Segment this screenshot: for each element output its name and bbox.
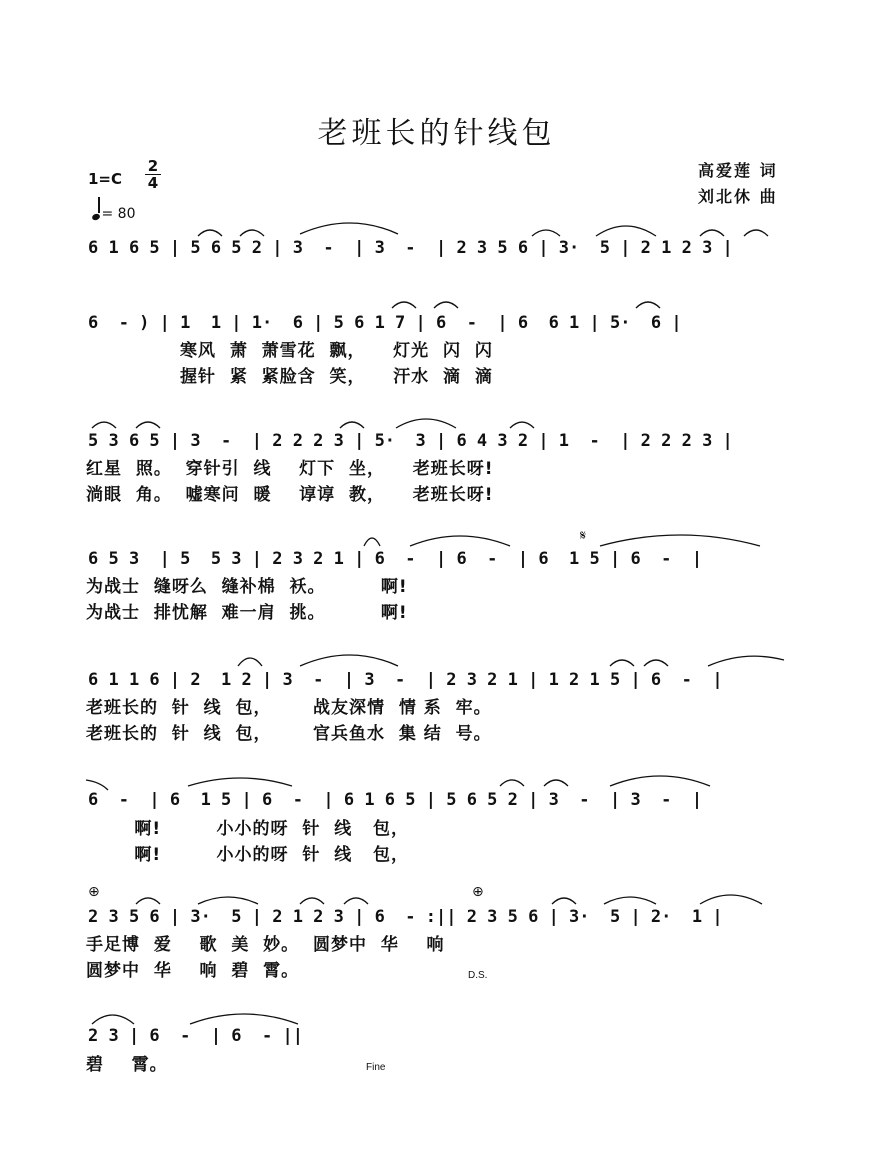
- composer-credit: 刘北休 曲: [698, 187, 778, 206]
- lyric-row-5-verse-2: 老班长的 针 线 包， 官兵鱼水 集 结 号。: [86, 724, 492, 744]
- slur: [300, 898, 324, 904]
- lyric-row-3-verse-2: 淌眼 角。 嘘寒问 暖 谆谆 教， 老班长呀!: [86, 485, 494, 505]
- tie: [300, 223, 398, 234]
- tie: [610, 776, 710, 786]
- slur: [392, 302, 416, 308]
- slur: [198, 230, 222, 236]
- tie: [532, 230, 560, 236]
- slur: [552, 898, 576, 904]
- song-title: 老班长的针线包: [317, 116, 556, 151]
- fine-mark: Fine: [366, 1062, 386, 1073]
- slur: [364, 538, 380, 546]
- lyric-row-7-verse-2: 圆梦中 华 响 碧 霄。: [86, 961, 300, 981]
- lyric-row-2-verse-2: 握针 紧 紧脸含 笑， 汗水 滴 滴: [180, 367, 493, 387]
- lyric-row-2-verse-1: 寒风 萧 萧雪花 飘， 灯光 闪 闪: [180, 341, 493, 361]
- lyric-row-5-verse-1: 老班长的 针 线 包， 战友深情 情 系 牢。: [86, 698, 492, 718]
- meter-bottom: 4: [147, 174, 159, 192]
- notation-row-4: 6 5 3 | 5 5 3 | 2 3 2 1 | 6 - | 6 - | 6 1 5 | 6 - |: [88, 549, 703, 569]
- slur: [92, 422, 116, 428]
- slur: [636, 302, 660, 308]
- notation-row-7: 2 3 5 6 | 3· 5 | 2 1 2 3 | 6 - :|| 2 3 5 6 | 3· 5 | 2· 1 |: [88, 907, 723, 927]
- notation-row-8: 2 3 | 6 - | 6 - ||: [88, 1026, 303, 1046]
- tie: [600, 535, 760, 546]
- lyric-row-6-verse-2: 啊! 小小的呀 针 线 包，: [86, 845, 409, 865]
- segno-mark: 𝄋: [580, 528, 587, 544]
- notation-row-1: 6 1 6 5 | 5 6 5 2 | 3 - | 3 - | 2 3 5 6 | 3· 5 | 2 1 2 3 |: [88, 238, 733, 258]
- slur: [136, 898, 160, 904]
- notation-row-5: 6 1 1 6 | 2 1 2 | 3 - | 3 - | 2 3 2 1 | 1 2 1 5 | 6 - |: [88, 670, 723, 690]
- slur: [644, 660, 668, 666]
- coda-mark-2: ⊕: [472, 884, 484, 900]
- tie: [188, 778, 292, 786]
- slur: [238, 658, 262, 666]
- tie: [708, 656, 784, 666]
- notation-row-2: 6 - ) | 1 1 | 1· 6 | 5 6 1 7 | 6 - | 6 6 1 | 5· 6 |: [88, 313, 682, 333]
- lyric-row-4-verse-1: 为战士 缝呀么 缝补棉 袄。 啊!: [86, 577, 408, 597]
- slur: [700, 230, 724, 236]
- notation-row-3: 5 3 6 5 | 3 - | 2 2 2 3 | 5· 3 | 6 4 3 2 | 1 - | 2 2 2 3 |: [88, 431, 733, 451]
- tie: [92, 1015, 134, 1024]
- tie: [300, 655, 398, 666]
- tie: [190, 1014, 298, 1024]
- lyric-row-7-verse-1: 手足博 爱 歌 美 妙。 圆梦中 华 响: [86, 935, 445, 955]
- lyric-row-4-verse-2: 为战士 排忧解 难一肩 挑。 啊!: [86, 603, 408, 623]
- slur: [500, 780, 524, 786]
- slur: [434, 302, 458, 308]
- tie: [396, 419, 456, 428]
- lyric-row-3-verse-1: 红星 照。 穿针引 线 灯下 坐， 老班长呀!: [86, 459, 494, 479]
- slur: [544, 780, 568, 786]
- tie: [198, 897, 258, 904]
- tempo-value: = 80: [101, 206, 136, 222]
- slur: [136, 422, 160, 428]
- slur: [344, 898, 368, 904]
- slur: [340, 422, 364, 428]
- key-signature: 1=C: [88, 170, 123, 188]
- tie: [596, 226, 656, 236]
- tie: [604, 897, 656, 904]
- tie: [700, 895, 762, 904]
- tie: [410, 536, 510, 546]
- lyricist-credit: 高爱莲 词: [698, 161, 778, 180]
- tie: [86, 780, 108, 790]
- lyric-row-6-verse-1: 啊! 小小的呀 针 线 包，: [86, 819, 409, 839]
- slur: [744, 230, 768, 236]
- slur: [510, 422, 534, 428]
- slur: [240, 230, 264, 236]
- meter-top: 2: [145, 158, 161, 175]
- coda-mark-1: ⊕: [88, 884, 100, 900]
- dal-segno-mark: D.S.: [468, 970, 488, 981]
- notation-row-6: 6 - | 6 1 5 | 6 - | 6 1 6 5 | 5 6 5 2 | 3 - | 3 - |: [88, 790, 703, 810]
- slur: [610, 660, 634, 666]
- lyric-row-8-verse-1: 碧 霄。: [86, 1055, 168, 1075]
